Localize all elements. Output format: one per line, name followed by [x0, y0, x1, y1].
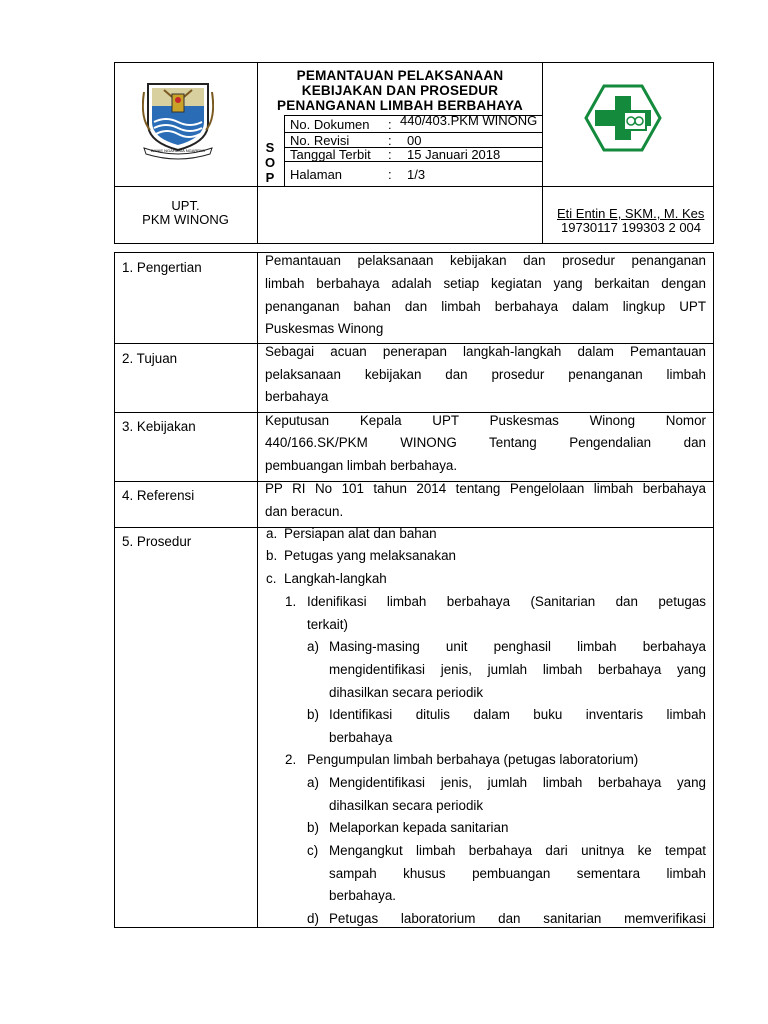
field-doc-number-sep: : — [388, 117, 392, 132]
field-issue-date-label: Tanggal Terbit — [290, 147, 371, 162]
prosedur-substep-line: sampah khusus pembuangan sementara limbah — [329, 866, 706, 881]
field-doc-number-value: 440/403.PKM WINONG — [400, 113, 538, 128]
tujuan-line: Sebagai acuan penerapan langkah-langkah dalam Pemantauan — [265, 344, 706, 359]
unit-name-line-1: UPT. — [171, 198, 200, 213]
prosedur-substep-marker: a) — [307, 639, 319, 654]
doc-title-line-2: KEBIJAKAN DAN PROSEDUR — [301, 83, 499, 98]
prosedur-marker: a. — [266, 526, 278, 541]
unit-name-line-2: PKM WINONG — [142, 212, 229, 227]
sop-letter-o: O — [264, 155, 276, 170]
prosedur-substep-line: berbahaya. — [329, 888, 397, 903]
field-revision-label: No. Revisi — [290, 133, 350, 148]
pengertian-line: Pemantauan pelaksanaan kebijakan dan prosedur penanganan — [265, 253, 706, 268]
prosedur-step-marker: 1. — [285, 594, 297, 609]
prosedur-marker: b. — [266, 548, 278, 563]
prosedur-substep-line: Mengidentifikasi jenis, jumlah limbah berbahaya yang — [329, 775, 706, 790]
section-label-kebijakan: 3. Kebijakan — [122, 419, 196, 434]
field-revision-sep: : — [388, 133, 392, 148]
kebijakan-line: pembuangan limbah berbahaya. — [265, 458, 458, 473]
prosedur-item: Persiapan alat dan bahan — [284, 526, 437, 541]
referensi-line: PP RI No 101 tahun 2014 tentang Pengelolaan limbah berbahaya — [265, 481, 706, 496]
prosedur-substep-marker: b) — [307, 820, 319, 835]
prosedur-substep-line: Melaporkan kepada sanitarian — [329, 820, 509, 835]
prosedur-marker: c. — [266, 571, 277, 586]
prosedur-substep-line: Identifikasi ditulis dalam buku inventaris limbah — [329, 707, 706, 722]
regency-crest-logo — [142, 78, 214, 160]
kebijakan-line: 440/166.SK/PKM WINONG Tentang Pengendalian dan — [265, 435, 706, 450]
doc-title-line-3: PENANGANAN LIMBAH BERBAHAYA — [277, 98, 523, 113]
field-page-value: 1/3 — [407, 167, 426, 182]
field-page-label: Halaman — [290, 167, 343, 182]
signer-name: Eti Entin E, SKM., M. Kes — [557, 206, 705, 221]
prosedur-substep-marker: a) — [307, 775, 319, 790]
prosedur-substep-marker: d) — [307, 911, 319, 926]
crest-motto: BANIE NGAHASIA NGARPAS — [151, 148, 205, 153]
prosedur-substep-line: Masing-masing unit penghasil limbah berbahaya — [329, 639, 706, 654]
sop-letter-p: P — [265, 170, 275, 185]
prosedur-step-marker: 2. — [285, 752, 297, 767]
tujuan-line: berbahaya — [265, 389, 329, 404]
kebijakan-line: Keputusan Kepala UPT Puskesmas Winong Nomor — [265, 413, 706, 428]
pengertian-line: penanganan bahan dan limbah berbahaya dalam lingkup UPT — [265, 299, 706, 314]
tujuan-line: pelaksanaan kebijakan dan prosedur penanganan limbah — [265, 367, 706, 382]
prosedur-substep-line: berbahaya — [329, 730, 393, 745]
field-revision-value: 00 — [407, 133, 422, 148]
puskesmas-logo — [584, 84, 662, 152]
doc-title-line-1: PEMANTAUAN PELAKSANAAN — [296, 68, 504, 83]
sop-letter-s: S — [265, 140, 275, 155]
prosedur-step-line: Idenifikasi limbah berbahaya (Sanitarian dan petugas — [307, 594, 706, 609]
section-label-referensi: 4. Referensi — [122, 488, 195, 503]
prosedur-substep-line: Mengangkut limbah berbahaya dari unitnya ke tempat — [329, 843, 706, 858]
prosedur-substep-marker: c) — [307, 843, 319, 858]
prosedur-step-line: Pengumpulan limbah berbahaya (petugas laboratorium) — [307, 752, 639, 767]
prosedur-item: Langkah-langkah — [284, 571, 387, 586]
field-doc-number-label: No. Dokumen — [290, 117, 370, 132]
section-label-tujuan: 2. Tujuan — [122, 351, 178, 366]
prosedur-substep-marker: b) — [307, 707, 319, 722]
signer-nip: 19730117 199303 2 004 — [561, 220, 702, 235]
referensi-line: dan beracun. — [265, 504, 344, 519]
prosedur-step-line: terkait) — [307, 617, 348, 632]
pengertian-line: limbah berbahaya adalah setiap kegiatan yang berkaitan dengan — [265, 276, 706, 291]
prosedur-substep-line: Petugas laboratorium dan sanitarian memverifikasi — [329, 911, 706, 926]
prosedur-substep-line: dihasilkan secara periodik — [329, 685, 484, 700]
prosedur-substep-line: dihasilkan secara periodik — [329, 798, 484, 813]
field-page-sep: : — [388, 167, 392, 182]
puskesmas-cross-icon — [584, 84, 662, 152]
prosedur-substep-line: mengidentifikasi jenis, jumlah limbah berbahaya yang — [329, 662, 706, 677]
prosedur-item: Petugas yang melaksanakan — [284, 548, 456, 563]
field-issue-date-value: 15 Januari 2018 — [407, 147, 501, 162]
pengertian-line: Puskesmas Winong — [265, 321, 384, 336]
section-label-prosedur: 5. Prosedur — [122, 534, 192, 549]
section-label-pengertian: 1. Pengertian — [122, 260, 202, 275]
field-issue-date-sep: : — [388, 147, 392, 162]
